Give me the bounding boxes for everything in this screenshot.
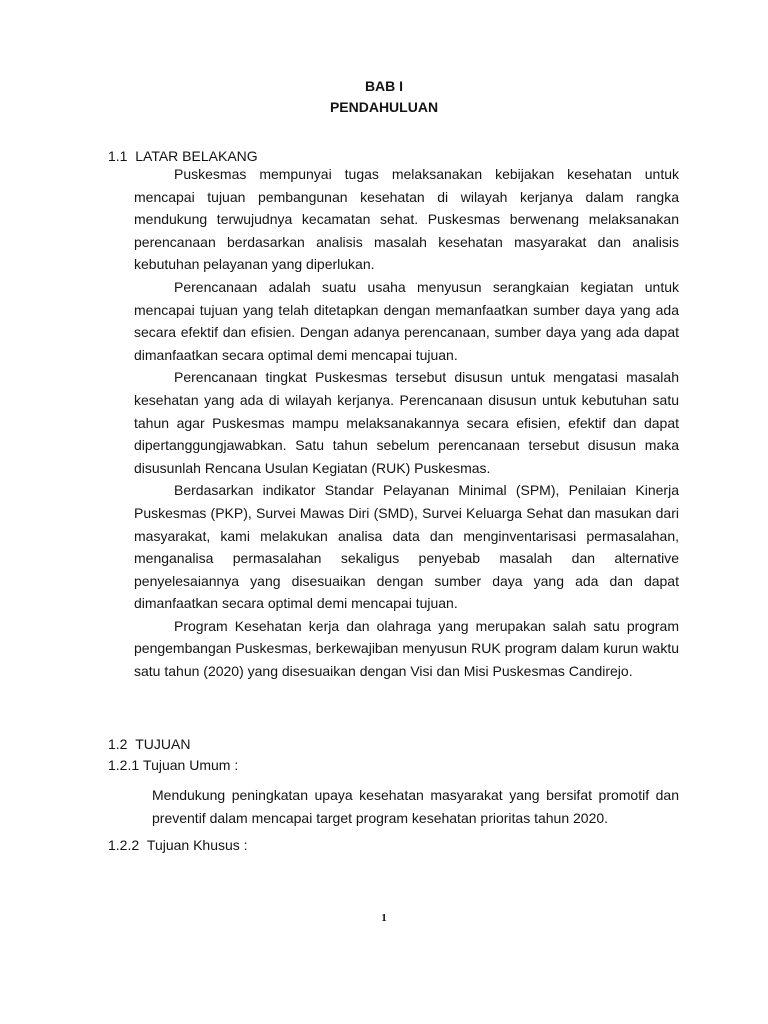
section-number: 1.2 bbox=[108, 736, 128, 752]
subsection-title: Tujuan Umum : bbox=[143, 757, 239, 773]
section-heading-1-1 bbox=[108, 148, 258, 164]
section-body-1-1 bbox=[134, 163, 679, 683]
chapter-subtitle: PENDAHULUAN bbox=[329, 99, 439, 115]
section-number: 1.1 bbox=[108, 148, 128, 164]
paragraph: Program Kesehatan kerja dan olahraga yang merupakan salah satu program pengembangan Puskesmas, berkewajiban menyusun RUK program dalam kurun waktu satu tahun (2020) yang disesuaikan dengan Visi dan Misi Puskesmas Candirejo. bbox=[134, 617, 679, 680]
subsection-number: 1.2.1 bbox=[108, 757, 140, 773]
paragraph: Puskesmas mempunyai tugas melaksanakan kebijakan kesehatan untuk mencapai tujuan pembangunan kesehatan di wilayah kerjanya dalam rangka mendukung terwujudnya kecamatan sehat. Puskesmas berwenang melaksanakan perencanaan berdasarkan analisis masalah kesehatan masyarakat dan analisis kebutuhan pelayanan yang diperlukan. bbox=[134, 166, 679, 273]
paragraph: Berdasarkan indikator Standar Pelayanan Minimal (SPM), Penilaian Kinerja Puskesmas (PKP), Survei Mawas Diri (SMD), Survei Keluarga Sehat dan masukan dari masyarakat, kami melakukan analisa data dan menginventarisasi permasalahan, menganalisa permasalahan sekaligus penyebab masalah dan alternative penyelesaiannya yang disesuaikan dengan sumber daya yang ada dan dapat dimanfaatkan secara optimal demi mencapai tujuan. bbox=[134, 482, 679, 612]
section-heading-1-2 bbox=[108, 736, 190, 752]
paragraph: Mendukung peningkatan upaya kesehatan masyarakat yang bersifat promotif dan preventif dalam mencapai target program kesehatan prioritas tahun 2020. bbox=[152, 787, 679, 826]
subsection-heading-1-2-2 bbox=[108, 837, 248, 853]
subsection-heading-1-2-1 bbox=[108, 757, 238, 773]
section-title: TUJUAN bbox=[135, 736, 191, 752]
paragraph: Perencanaan tingkat Puskesmas tersebut disusun untuk mengatasi masalah kesehatan yang ada di wilayah kerjanya. Perencanaan disusun untuk kebutuhan satu tahun agar Puskesmas mampu melaksanakannya secara efisien, efektif dan dapat dipertanggungjawabkan. Satu tahun sebelum perencanaan tersebut disusun maka disusunlah Rencana Usulan Kegiatan (RUK) Puskesmas. bbox=[134, 369, 679, 476]
chapter-title: BAB I bbox=[364, 78, 404, 94]
paragraph: Perencanaan adalah suatu usaha menyusun serangkaian kegiatan untuk mencapai tujuan yang telah ditetapkan dengan memanfaatkan sumber daya yang ada secara efektif dan efisien. Dengan adanya perencanaan, sumber daya yang ada dapat dimanfaatkan secara optimal demi mencapai tujuan. bbox=[134, 278, 679, 363]
subsection-body-1-2-1 bbox=[152, 784, 679, 830]
section-title: LATAR BELAKANG bbox=[135, 148, 258, 164]
subsection-title: Tujuan Khusus : bbox=[146, 837, 248, 853]
page-number: 1 bbox=[381, 912, 387, 924]
subsection-number: 1.2.2 bbox=[108, 837, 140, 853]
